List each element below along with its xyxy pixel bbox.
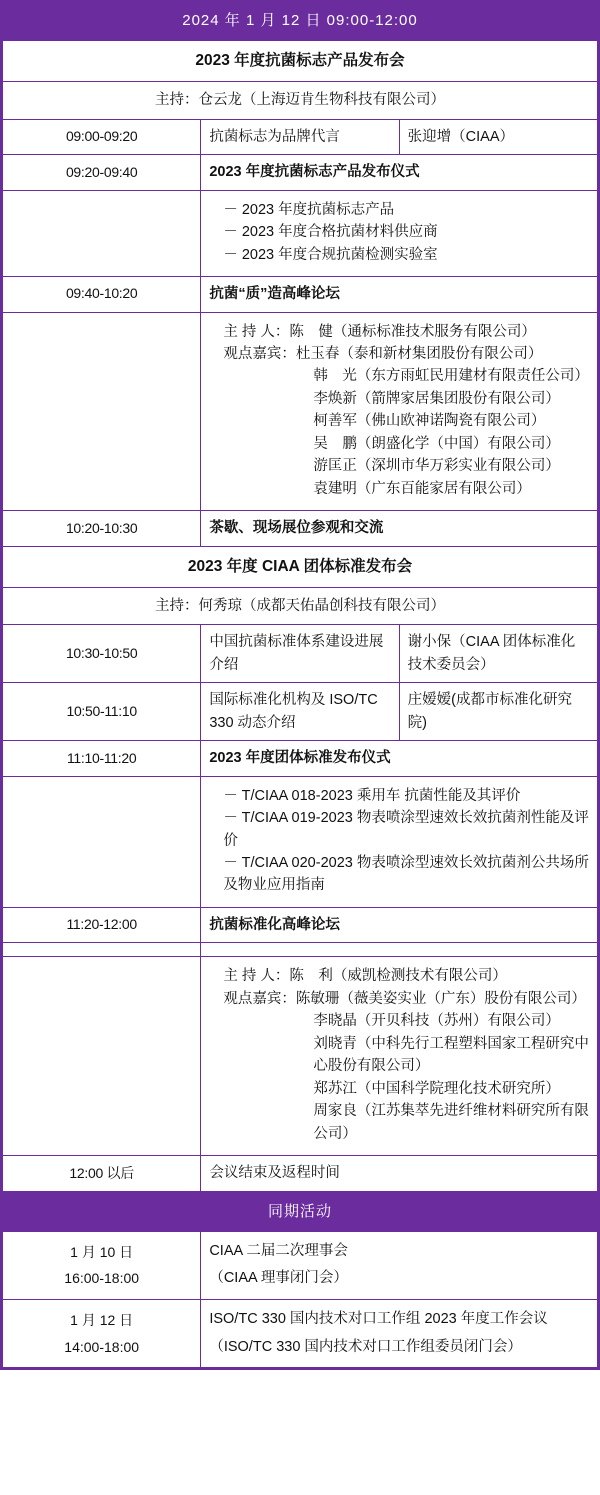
- row-topic: 2023 年度团体标准发布仪式: [201, 741, 598, 776]
- forum-guest: 吴 鹏（朗盛化学（中国）有限公司）: [313, 435, 560, 452]
- row-time-empty: [3, 190, 201, 276]
- header-datetime-row: [3, 1, 598, 41]
- section-title-row: [3, 546, 598, 587]
- list-item: － T/CIAA 019-2023 物表喷涂型速效长效抗菌剂性能及评价: [223, 810, 589, 849]
- forum-panel: [201, 957, 598, 1156]
- activity-content: [201, 1231, 598, 1299]
- forum-guest: 李焕新（箭牌家居集团股份有限公司）: [313, 390, 560, 407]
- forum-title: 抗菌“质”造高峰论坛: [201, 277, 598, 312]
- forum-guest: 周家良（江苏集萃先进纤维材料研究所有限公司）: [313, 1103, 589, 1142]
- forum-panel-row: [3, 312, 598, 511]
- activity-date: [3, 1231, 201, 1299]
- row-time-empty: [3, 957, 201, 1156]
- row-time: 12:00 以后: [3, 1156, 201, 1191]
- list-item: － T/CIAA 018-2023 乘用车 抗菌性能及其评价: [223, 787, 521, 804]
- activity-content-line2: （CIAA 理事闭门会）: [209, 1270, 348, 1287]
- table-row: [3, 119, 598, 154]
- forum-guest: 游匡正（深圳市华万彩实业有限公司）: [313, 458, 560, 475]
- row-time: 09:40-10:20: [3, 277, 201, 312]
- release-items-row: [3, 190, 598, 276]
- standard-items: [201, 776, 598, 907]
- list-item: － 2023 年度合规抗菌检测实验室: [223, 246, 438, 263]
- spacer-row: [3, 943, 598, 957]
- section-host-1: 主持：仓云龙（上海迈肯生物科技有限公司）: [3, 82, 598, 119]
- section-host-row: [3, 587, 598, 624]
- standard-items-row: [3, 776, 598, 907]
- concurrent-title: 同期活动: [3, 1191, 598, 1231]
- row-speaker: 张迎增（CIAA）: [399, 119, 597, 154]
- forum-guests-label: 观点嘉宾：: [223, 346, 296, 363]
- forum-guest-first: 陈敏珊（薇美姿实业（广东）股份有限公司）: [295, 990, 586, 1007]
- activity-content: [201, 1299, 598, 1367]
- row-time-empty: [3, 776, 201, 907]
- table-row: [3, 277, 598, 312]
- row-time: 09:00-09:20: [3, 119, 201, 154]
- row-topic: 抗菌标志为品牌代言: [201, 119, 399, 154]
- row-time: 10:50-11:10: [3, 683, 201, 741]
- forum-guests: [209, 343, 589, 365]
- table-row: [3, 683, 598, 741]
- table-row: [3, 1231, 598, 1299]
- row-time: 10:20-10:30: [3, 511, 201, 546]
- table-row: [3, 1156, 598, 1191]
- row-topic: 茶歇、现场展位参观和交流: [201, 511, 598, 546]
- forum-guest: 袁建明（广东百能家居有限公司）: [313, 480, 531, 497]
- spacer-right: [201, 943, 598, 957]
- activity-date-line2: 16:00-18:00: [64, 1270, 140, 1287]
- section-title-1: 2023 年度抗菌标志产品发布会: [3, 41, 598, 82]
- section-title-row: [3, 41, 598, 82]
- row-time: 09:20-09:40: [3, 155, 201, 190]
- section-host-2: 主持：何秀琼（成都天佑晶创科技有限公司）: [3, 587, 598, 624]
- agenda-table: [2, 0, 598, 1368]
- forum-guest: 柯善军（佛山欧神诺陶瓷有限公司）: [313, 413, 546, 430]
- activity-content-line1: CIAA 二届二次理事会: [209, 1242, 348, 1259]
- forum-moderator: 主 持 人：陈 健（通标标准技术服务有限公司）: [223, 323, 536, 340]
- section-title-2: 2023 年度 CIAA 团体标准发布会: [3, 546, 598, 587]
- table-row: [3, 907, 598, 942]
- forum-guest: 刘晓青（中科先行工程塑料国家工程研究中心股份有限公司）: [313, 1035, 589, 1075]
- forum-guest-first: 杜玉春（泰和新材集团股份有限公司）: [295, 346, 543, 363]
- forum-guests: [209, 988, 589, 1010]
- forum-guest: 郑苏江（中国科学院理化技术研究所）: [313, 1080, 560, 1097]
- forum-moderator: 主 持 人：陈 利（威凯检测技术有限公司）: [223, 968, 507, 985]
- spacer-left: [3, 943, 201, 957]
- forum-title: 抗菌标准化高峰论坛: [201, 907, 598, 942]
- row-topic: 2023 年度抗菌标志产品发布仪式: [201, 155, 598, 190]
- forum-guests-label: 观点嘉宾：: [223, 990, 296, 1007]
- activity-date-line1: 1 月 12 日: [70, 1311, 134, 1328]
- activity-content-line2: （ISO/TC 330 国内技术对口工作组委员闭门会）: [209, 1338, 522, 1355]
- header-datetime: 2024 年 1 月 12 日 09:00-12:00: [3, 1, 598, 41]
- table-row: [3, 625, 598, 683]
- row-speaker: 庄嫒嫒(成都市标准化研究院): [399, 683, 597, 741]
- list-item: － T/CIAA 020-2023 物表喷涂型速效长效抗菌剂公共场所及物业应用指南: [223, 855, 589, 894]
- list-item: － 2023 年度合格抗菌材料供应商: [223, 224, 438, 241]
- concurrent-title-row: [3, 1191, 598, 1231]
- row-time: 11:20-12:00: [3, 907, 201, 942]
- table-row: [3, 741, 598, 776]
- table-row: [3, 155, 598, 190]
- row-topic: 中国抗菌标准体系建设进展介绍: [201, 625, 399, 683]
- row-time: 11:10-11:20: [3, 741, 201, 776]
- activity-date-line1: 1 月 10 日: [70, 1243, 134, 1260]
- activity-content-line1: ISO/TC 330 国内技术对口工作组 2023 年度工作会议: [209, 1310, 548, 1327]
- forum-panel-row: [3, 957, 598, 1156]
- row-time-empty: [3, 312, 201, 511]
- row-time: 10:30-10:50: [3, 625, 201, 683]
- release-items: [201, 190, 598, 276]
- row-topic: 国际标准化机构及 ISO/TC 330 动态介绍: [201, 683, 399, 741]
- section-host-row: [3, 82, 598, 119]
- forum-guest: 韩 光（东方雨虹民用建材有限责任公司）: [313, 368, 589, 385]
- list-item: － 2023 年度抗菌标志产品: [223, 201, 395, 218]
- table-row: [3, 1299, 598, 1367]
- row-speaker: 谢小保（CIAA 团体标准化技术委员会）: [399, 625, 597, 683]
- row-topic: 会议结束及返程时间: [201, 1156, 598, 1191]
- table-row: [3, 511, 598, 546]
- forum-panel: [201, 312, 598, 511]
- activity-date: [3, 1299, 201, 1367]
- forum-guest: 李晓晶（开贝科技（苏州）有限公司）: [313, 1013, 560, 1030]
- activity-date-line2: 14:00-18:00: [64, 1338, 140, 1355]
